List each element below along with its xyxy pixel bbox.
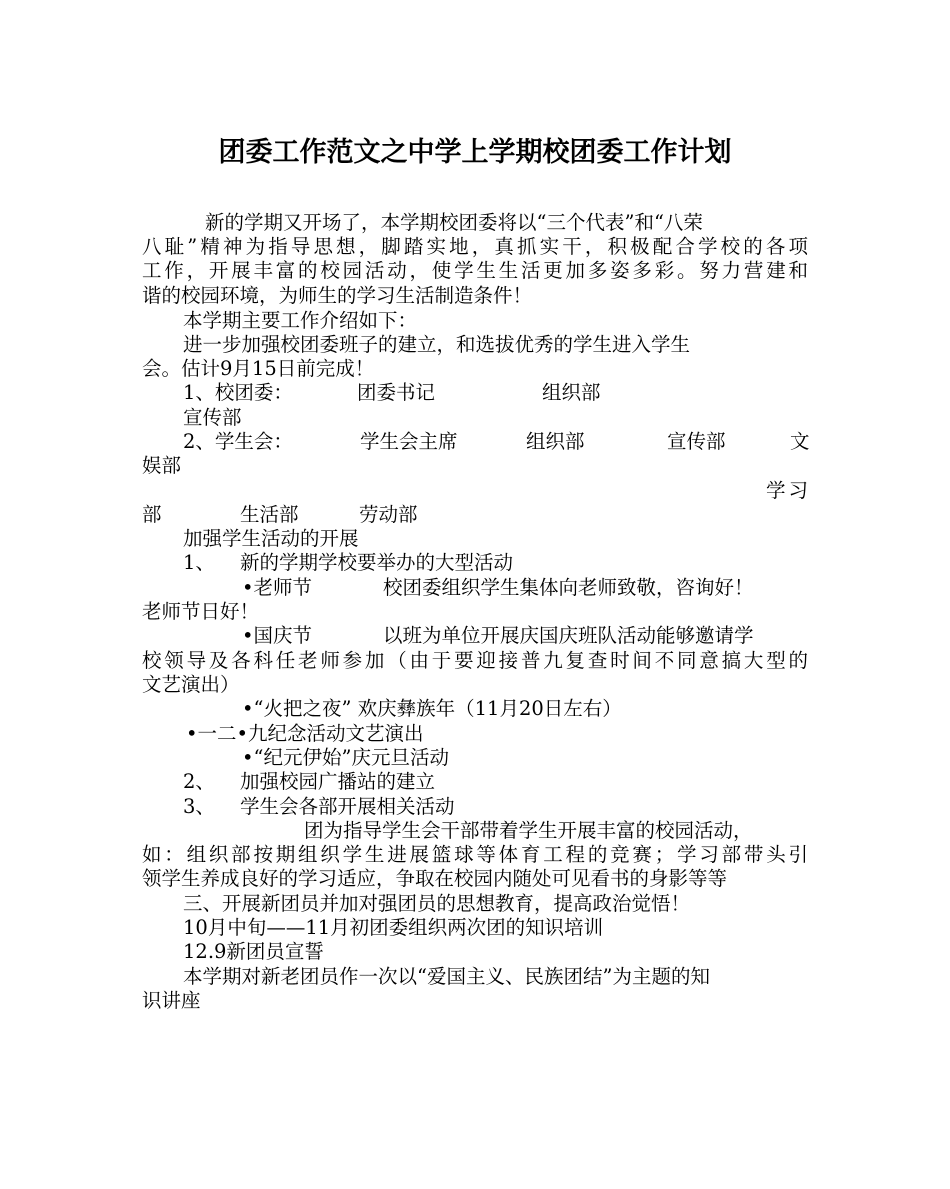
- union-chairman: 学生会主席: [360, 430, 458, 453]
- item2-number: 2、: [183, 770, 215, 793]
- section3-line-3: 本学期对新老团员作一次以“爱国主义、民族团结”为主题的知: [183, 965, 710, 988]
- new-year-activity: •“纪元伊始”庆元旦活动: [242, 746, 449, 769]
- section3-heading: 三、开展新团员并加对强团员的思想教育，提高政治觉悟！: [183, 892, 691, 915]
- union-para-line-3: 领学生养成良好的学习适应，争取在校园内随处可见看书的身影等等: [142, 867, 728, 890]
- main-intro: 本学期主要工作介绍如下：: [183, 309, 418, 332]
- league-organization-dept: 组织部: [542, 381, 601, 404]
- national-day-line-3: 文艺演出）: [142, 673, 240, 696]
- union-organization-dept: 组织部: [526, 430, 585, 453]
- national-day-label: •国庆节: [242, 624, 313, 647]
- union-para-line-1: 团为指导学生会干部带着学生开展丰富的校园活动，: [304, 819, 753, 842]
- intro-line-4: 谐的校园环境，为师生的学习生活制造条件！: [142, 284, 533, 307]
- union-entertainment-b: 娱部: [142, 454, 182, 477]
- union-para-line-2: [142, 843, 811, 867]
- section1-line-1: 进一步加强校团委班子的建立，和选拔优秀的学生进入学生: [183, 333, 691, 356]
- teacher-day-label: •老师节: [242, 576, 313, 599]
- union-study-b: 部: [142, 503, 162, 526]
- intro-line-3-text: 工作，开展丰富的校园活动，使学生生活更加多姿多彩。努力营建和: [142, 259, 811, 282]
- league-label: 1、校团委：: [183, 381, 293, 404]
- intro-line-2: [142, 235, 812, 259]
- national-day-line-2-text: 校领导及各科任老师参加（由于要迎接普九复查时间不同意搞大型的: [142, 649, 811, 672]
- national-day-line-2: [142, 649, 811, 673]
- union-study-a: 学习: [766, 479, 812, 502]
- teacher-day-line-2: 老师节日好！: [142, 600, 260, 623]
- intro-line-3: [142, 259, 811, 283]
- union-label: 2、学生会：: [183, 430, 293, 453]
- item2-text: 加强校园广播站的建立: [240, 770, 436, 793]
- section3-line-4: 识讲座: [142, 989, 201, 1012]
- union-entertainment-a: 文: [790, 430, 810, 453]
- item3-text: 学生会各部开展相关活动: [240, 795, 455, 818]
- document-title: 团委工作范文之中学上学期校团委工作计划: [218, 137, 732, 168]
- union-labor-dept: 劳动部: [359, 503, 418, 526]
- torch-night: •“火把之夜” 欢庆彝族年（11月20日左右）: [242, 697, 622, 720]
- item1-text: 新的学期学校要举办的大型活动: [240, 551, 514, 574]
- national-day-text: 以班为单位开展庆国庆班队活动能够邀请学: [383, 624, 754, 647]
- intro-line-1: 新的学期又开场了，本学期校团委将以“三个代表”和“八荣: [205, 211, 703, 234]
- union-publicity-dept: 宣传部: [667, 430, 726, 453]
- teacher-day-text: 校团委组织学生集体向老师致敬，咨询好！: [383, 576, 754, 599]
- intro-line-2-text: 八耻”精神为指导思想，脚踏实地，真抓实干，积极配合学校的各项: [142, 235, 812, 258]
- union-para-line-2-text: 如：组织部按期组织学生进展篮球等体育工程的竞赛；学习部带头引: [142, 843, 811, 866]
- section3-line-1: 10月中旬——11月初团委组织两次团的知识培训: [183, 916, 604, 939]
- section2-heading: 加强学生活动的开展: [183, 527, 359, 550]
- section3-line-2: 12.9新团员宣誓: [183, 940, 324, 963]
- union-life-dept: 生活部: [240, 503, 299, 526]
- league-secretary: 团委书记: [357, 381, 436, 404]
- league-publicity-dept: 宣传部: [183, 406, 242, 429]
- item3-number: 3、: [183, 795, 215, 818]
- item1-number: 1、: [183, 551, 215, 574]
- section1-line-2: 会。估计9月15日前完成！: [142, 357, 375, 380]
- dec9-memorial: •一二•九纪念活动文艺演出: [186, 722, 424, 745]
